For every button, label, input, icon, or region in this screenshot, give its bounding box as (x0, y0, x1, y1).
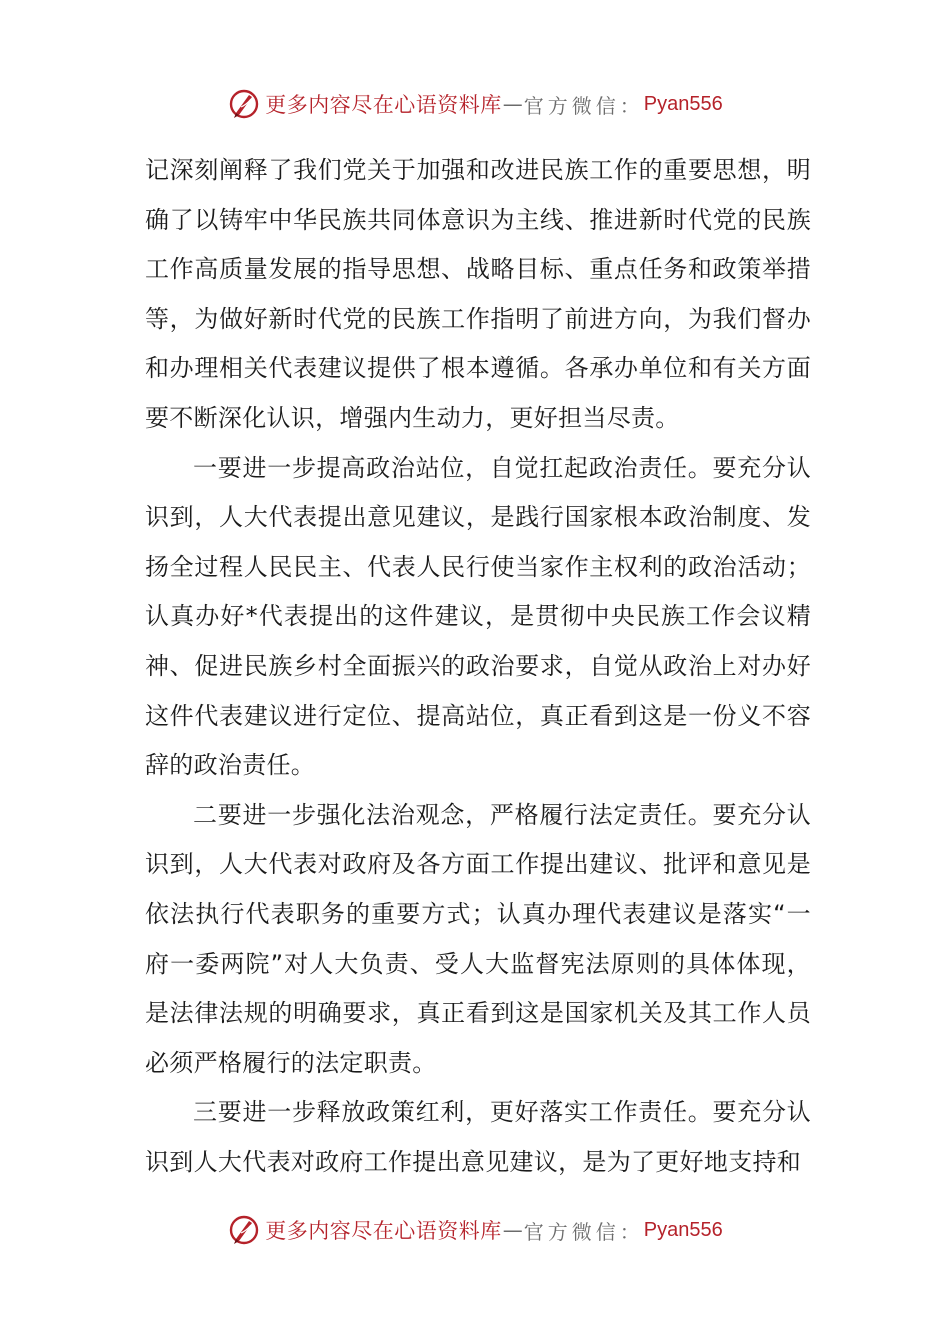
wechat-label: 官方微信： (523, 1219, 644, 1244)
pen-quill-circle-icon (227, 1213, 261, 1247)
document-body (145, 146, 811, 1187)
wechat-label: 官方微信： (523, 93, 644, 118)
banner-dash: — (502, 92, 523, 116)
footer-banner (0, 1210, 950, 1250)
paragraph-point-one: 一要进一步提高政治站位，自觉扛起政治责任。要充分认识到，人大代表提出意见建议，是践行国家根本政治制度、发扬全过程人民民主、代表人民行使当家作主权利的政治活动；认真办好*代表提出的这件建议，是贯彻中央民族工作会议精神、促进民族乡村全面振兴的政治要求，自觉从政治上对办好这件代表建议进行定位、提高站位，真正看到这是一份义不容辞的政治责任。 (145, 453, 811, 780)
header-banner (0, 84, 950, 124)
brand-text: 更多内容尽在心语资料库 (265, 93, 502, 117)
wechat-id: Pyan556 (643, 1218, 723, 1241)
paragraph-continued: 记深刻阐释了我们党关于加强和改进民族工作的重要思想，明确了以铸牢中华民族共同体意识为主线、推进新时代党的民族工作高质量发展的指导思想、战略目标、重点任务和政策举措等，为做好新时代党的民族工作指明了前进方向，为我们督办和办理相关代表建议提供了根本遵循。各承办单位和有关方面要不断深化认识，增强内生动力，更好担当尽责。 (145, 156, 811, 432)
banner-dash: — (502, 1218, 523, 1242)
wechat-id: Pyan556 (643, 92, 723, 115)
paragraph-point-two: 二要进一步强化法治观念，严格履行法定责任。要充分认识到，人大代表对政府及各方面工作提出建议、批评和意见是依法执行代表职务的重要方式；认真办理代表建议是落实“一府一委两院”对人大负责、受人大监督宪法原则的具体体现，是法律法规的明确要求，真正看到这是国家机关及其工作人员必须严格履行的法定职责。 (145, 800, 811, 1077)
pen-quill-circle-icon (227, 87, 261, 121)
paragraph-point-three: 三要进一步释放政策红利，更好落实工作责任。要充分认识到人大代表对政府工作提出意见建议，是为了更好地支持和 (145, 1098, 811, 1176)
brand-text: 更多内容尽在心语资料库 (265, 1219, 502, 1243)
